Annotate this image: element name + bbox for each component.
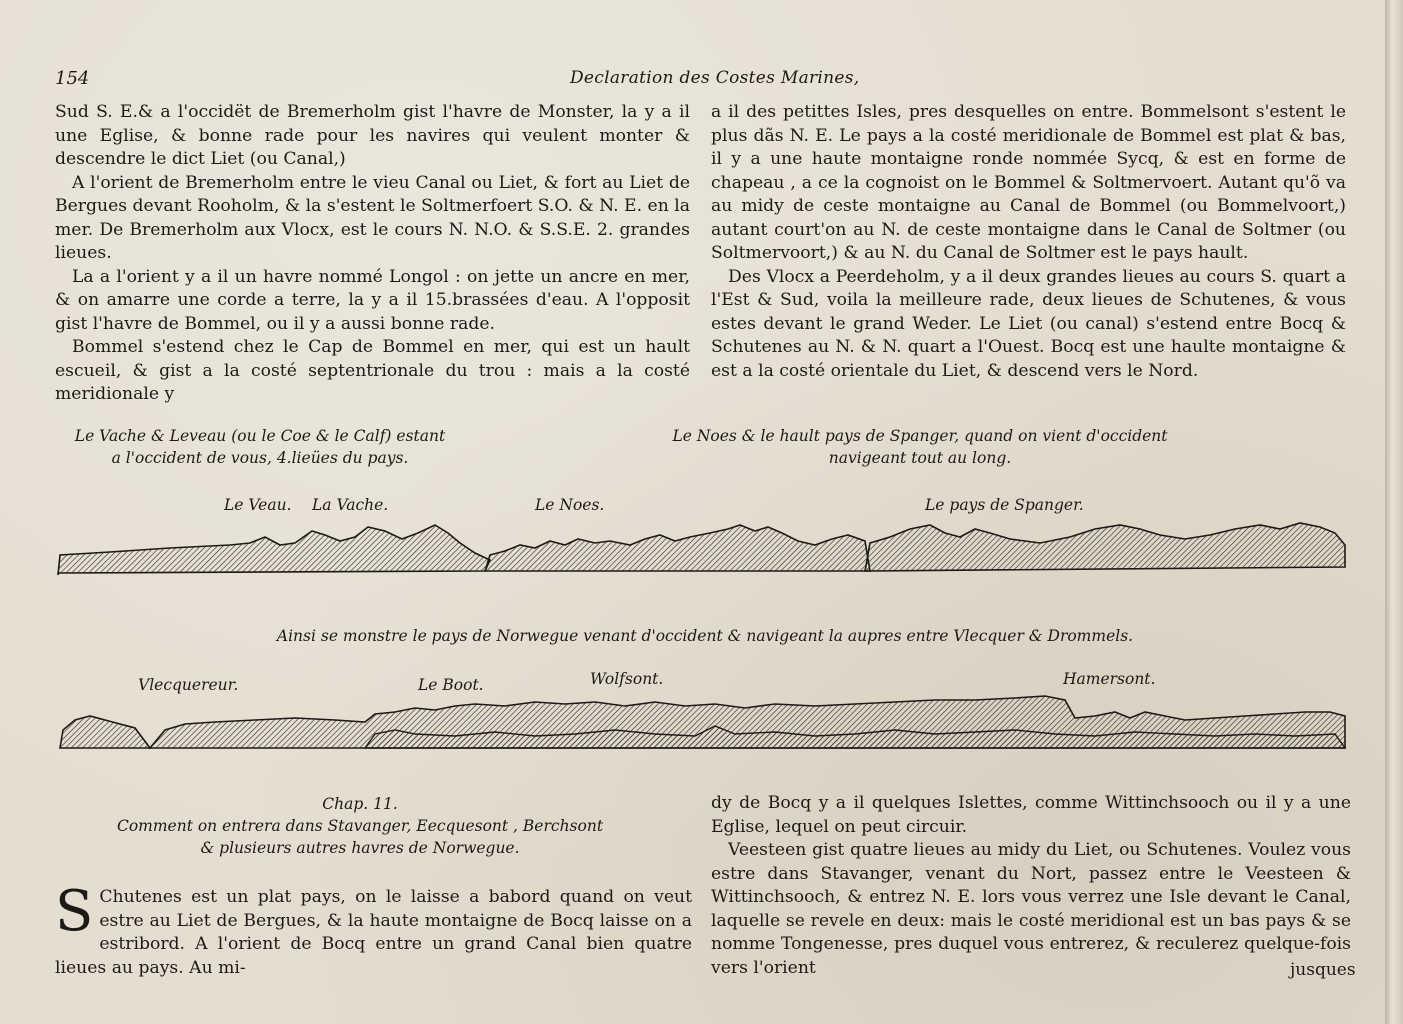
label-wolfsont: Wolfsont. bbox=[590, 670, 664, 688]
paragraph: A l'orient de Bremerholm entre le vieu Canal ou Liet, & fort au Liet de Bergues devant Rooholm, & la s'estent le Soltmerfoert S.O. & N. E. en la mer. De Bremerholm aux Vlocx, est le cours N. N.O. & S.S.E. 2. grandes lieues. bbox=[55, 172, 690, 263]
paragraph: Chutenes est un plat pays, on le laisse a babord quand on veut estre au Liet de Bergues, & la haute montaigne de Bocq laisse on a estribord. A l'orient de Bocq entre un grand Canal bien quatre lieues au pays. Au mi- bbox=[55, 887, 692, 978]
paragraph: Bommel s'estend chez le Cap de Bommel en mer, qui est un hault escueil, & gist a la costé septentrionale du trou : mais a la costé meridionale y bbox=[55, 337, 690, 404]
caption-line: Le Noes & le hault pays de Spanger, quand on vient d'occident bbox=[672, 427, 1168, 445]
paragraph: a il des petittes Isles, pres desquelles on entre. Bommelsont s'estent le plus dãs N. E. Le pays a la costé meridionale de Bommel est plat & bas, il y a une haute montaigne ronde nommée Sycq, & est en forme de chapeau , a ce la cognoist on le Bommel & Soltmervoert. Autant qu'õ va au midy de ceste montaigne au Canal de Bommel (ou Bommelvoort,) autant court'on au N. de ceste montaigne dans le Canal de Soltmer (ou Soltmervoort,) & au N. du Canal de Soltmer est le pays hault. bbox=[711, 102, 1346, 263]
coastal-profile-2 bbox=[55, 690, 1355, 755]
bottom-right-column bbox=[711, 792, 1351, 980]
caption-line: a l'occident de vous, 4.lieües du pays. bbox=[111, 449, 409, 467]
top-right-column bbox=[711, 101, 1346, 383]
profile1-caption-left bbox=[60, 425, 460, 469]
label-vlecquereur: Vlecquereur. bbox=[138, 676, 239, 694]
paragraph: Des Vlocx a Peerdeholm, y a il deux grandes lieues au cours S. quart a l'Est & Sud, voila la meilleure rade, deux lieues de Schutenes, & vous estes devant le grand Weder. Le Liet (ou canal) s'estend entre Bocq & Schutenes au N. & N. quart a l'Ouest. Bocq est une haulte montaigne & est a la costé orientale du Liet, & descend vers le Nord. bbox=[711, 266, 1346, 381]
caption-line: navigeant tout au long. bbox=[828, 449, 1012, 467]
coastline-vlecquereur bbox=[60, 716, 150, 748]
coastline-noes bbox=[485, 525, 870, 571]
page-edge bbox=[1385, 0, 1403, 1024]
coastline-vache-veau bbox=[58, 525, 490, 575]
chapter-number: Chap. 11. bbox=[322, 795, 398, 813]
paragraph: Veesteen gist quatre lieues au midy du Liet, ou Schutenes. Voulez vous estre dans Stavanger, venant du Nort, passez entre le Veesteen & Wittinchsooch, & entrez N. E. lors vous verrez une Isle devant le Canal, laquelle se revele en deux: mais le costé meridional est un bas pays & se nomme Tongenesse, pres duquel vous entrerez, & reculerez quelque-fois vers l'orient bbox=[711, 840, 1351, 978]
running-head: Declaration des Costes Marines, bbox=[570, 68, 860, 88]
page-header bbox=[55, 62, 1345, 92]
paragraph: Sud S. E.& a l'occidët de Bremerholm gist l'havre de Monster, la y a il une Eglise, & bonne rade pour les navires qui veulent monter & descendre le dict Liet (ou Canal,) bbox=[55, 102, 690, 169]
label-hamersont: Hamersont. bbox=[1063, 670, 1156, 688]
drop-capital: S bbox=[55, 879, 94, 944]
catchword: jusques bbox=[1290, 960, 1356, 980]
page-number: 154 bbox=[55, 68, 90, 89]
coastline-spanger bbox=[865, 523, 1345, 571]
label-le-boot: Le Boot. bbox=[418, 676, 484, 694]
chapter-heading bbox=[100, 793, 620, 859]
caption-line: Le Vache & Leveau (ou le Coe & le Calf) estant bbox=[74, 427, 446, 445]
label-pays-de-spanger: Le pays de Spanger. bbox=[925, 496, 1084, 514]
paragraph: La a l'orient y a il un havre nommé Longol : on jette un ancre en mer, & on amarre une corde a terre, la y a il 15.brassées d'eau. A l'opposit gist l'havre de Bommel, ou il y a aussi bonne rade. bbox=[55, 266, 690, 334]
profile2-caption: Ainsi se monstre le pays de Norwegue venant d'occident & navigeant la aupres entre Vlecquer & Drommels. bbox=[276, 627, 1134, 645]
top-left-column bbox=[55, 101, 690, 407]
paragraph: dy de Bocq y a il quelques Islettes, comme Wittinchsooch ou il y a une Eglise, lequel on peut circuir. bbox=[711, 793, 1351, 837]
bottom-left-column bbox=[55, 879, 692, 980]
chapter-subtitle-line: Comment on entrera dans Stavanger, Eecquesont , Berchsont bbox=[116, 817, 604, 835]
label-la-vache: La Vache. bbox=[312, 496, 389, 514]
coastal-profile-1 bbox=[50, 515, 1350, 580]
label-le-noes: Le Noes. bbox=[535, 496, 605, 514]
chapter-subtitle-line: & plusieurs autres havres de Norwegue. bbox=[200, 839, 520, 857]
profile1-caption-right bbox=[640, 425, 1200, 469]
label-le-veau: Le Veau. bbox=[224, 496, 292, 514]
